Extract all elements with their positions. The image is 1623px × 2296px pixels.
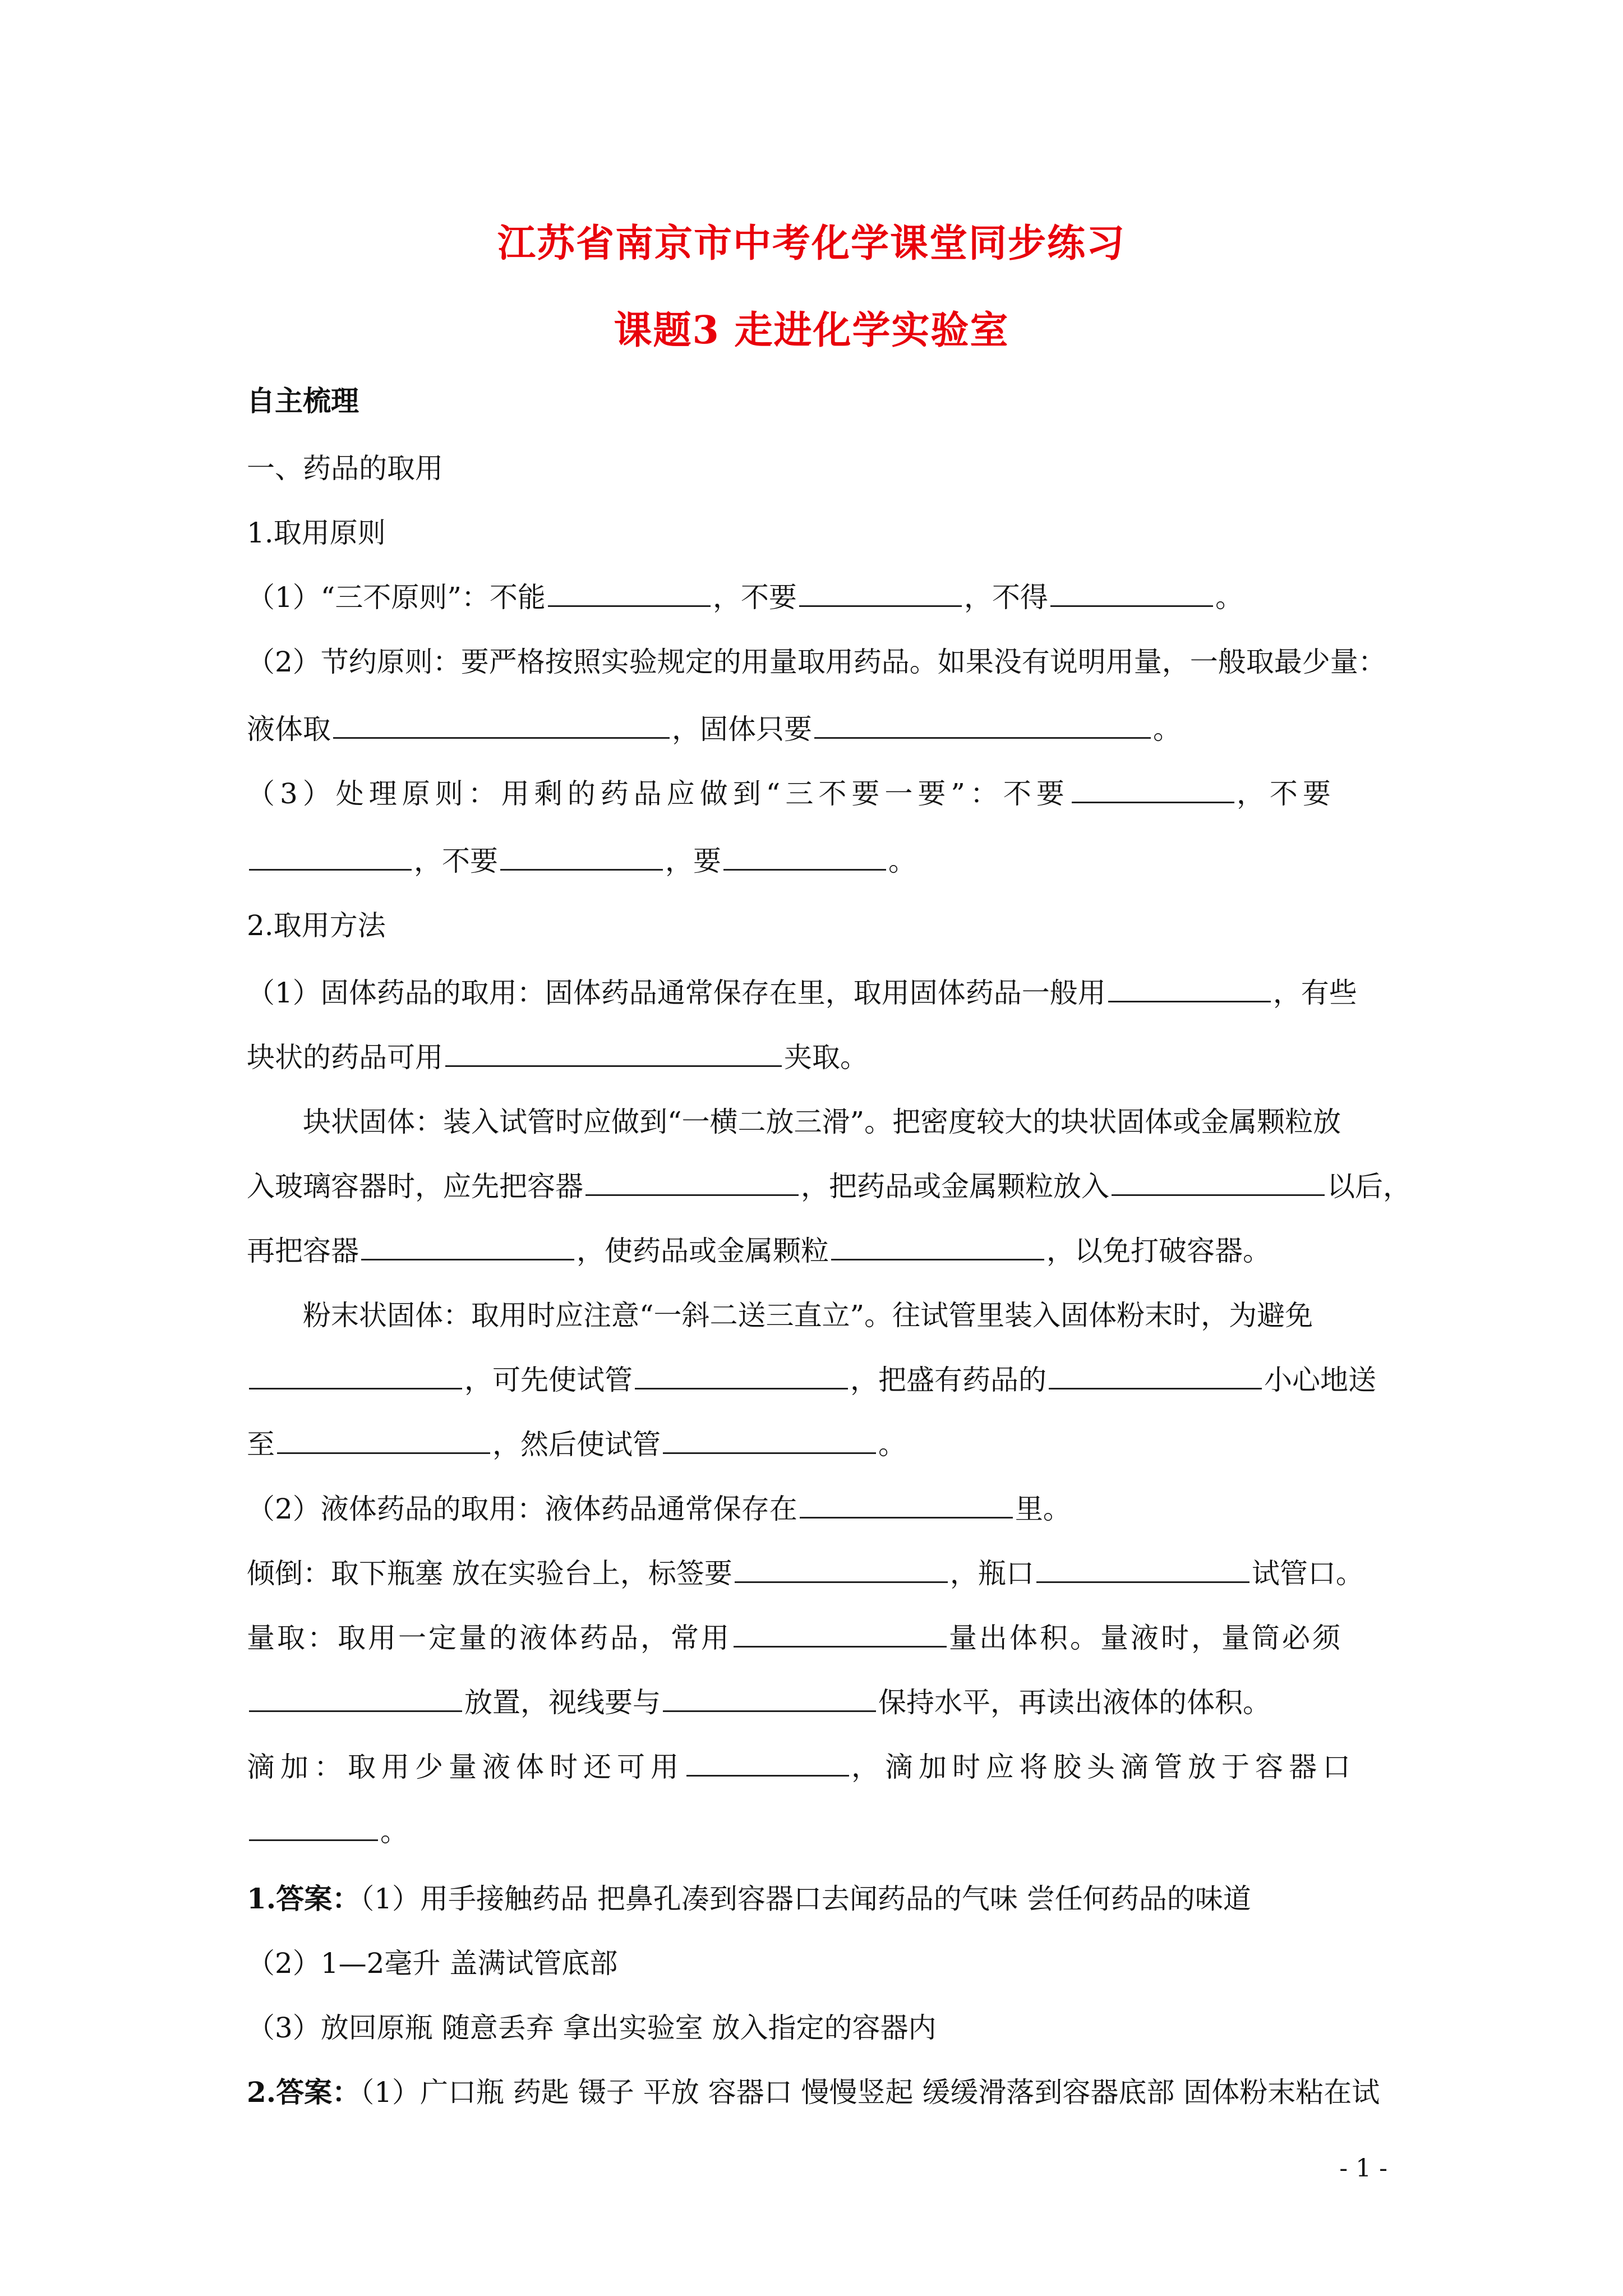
blank-field[interactable]: [735, 1556, 948, 1583]
blank-field[interactable]: [1112, 1168, 1325, 1196]
blank-field[interactable]: [734, 1620, 947, 1648]
blank-field[interactable]: [277, 1427, 490, 1454]
answer-2: 2.答案：（1）广口瓶 药匙 镊子 平放 容器口 慢慢竖起 缓缓滑落到容器底部 固体粉末粘在试: [247, 2076, 1380, 2109]
answer-1-part3: （3）放回原瓶 随意丢弃 拿出实验室 放入指定的容器内: [247, 2012, 937, 2044]
blank-field[interactable]: [799, 579, 962, 607]
part-heading: 一、药品的取用: [247, 452, 443, 485]
answer-1-part2: （2）1—2毫升 盖满试管底部: [247, 1947, 618, 1980]
blank-field[interactable]: [1049, 1362, 1262, 1389]
section-heading: 自主梳理: [247, 384, 359, 417]
answer-label: 1.答案：: [247, 1882, 361, 1915]
blank-field[interactable]: [1050, 579, 1213, 607]
blank-field[interactable]: [548, 579, 711, 607]
blank-field[interactable]: [814, 711, 1151, 739]
blank-field[interactable]: [1108, 975, 1271, 1002]
blank-field[interactable]: [249, 1362, 462, 1389]
paragraph-powder-cont: ，可先使试管 ，把盛有药品的 小心地送: [247, 1360, 1391, 1400]
blank-field[interactable]: [361, 1233, 574, 1260]
blank-field[interactable]: [500, 843, 663, 871]
blank-field[interactable]: [723, 843, 886, 871]
subheading-principles: 1.取用原则: [247, 517, 386, 549]
blank-field[interactable]: [249, 1685, 462, 1712]
blank-field[interactable]: [831, 1233, 1044, 1260]
paragraph-solid-cont: 块状的药品可用 夹取。: [247, 1038, 1391, 1077]
paragraph-solid: （1）固体药品的取用：固体药品通常保存在里，取用固体药品一般用 ，有些: [247, 973, 1391, 1013]
paragraph-dropping-cont: 。: [247, 1812, 1391, 1851]
paragraph-measuring-cont: 放置，视线要与 保持水平，再读出液体的体积。: [247, 1683, 1391, 1722]
paragraph-block-solid: 块状固体：装入试管时应做到“一横二放三滑”。把密度较大的块状固体或金属颗粒放: [303, 1106, 1341, 1138]
paragraph-dropping: 滴加：取用少量液体时还可用 ，滴加时应将胶头滴管放于容器口: [247, 1747, 1391, 1787]
paragraph-pouring: 倾倒：取下瓶塞 放在实验台上，标签要 ，瓶口 试管口。: [247, 1554, 1391, 1593]
blank-field[interactable]: [333, 711, 670, 739]
paragraph-powder: 粉末状固体：取用时应注意“一斜二送三直立”。往试管里装入固体粉末时，为避免: [303, 1299, 1313, 1332]
blank-field[interactable]: [249, 843, 412, 871]
blank-field[interactable]: [663, 1427, 876, 1454]
blank-field[interactable]: [1072, 776, 1234, 803]
paragraph-saving: （2）节约原则：要严格按照实验规定的用量取用药品。如果没有说明用量，一般取最少量：: [247, 646, 1386, 678]
paragraph-block-solid-cont: 入玻璃容器时，应先把容器 ，把药品或金属颗粒放入 以后，: [247, 1167, 1391, 1206]
paragraph-saving-cont: 液体取 ，固体只要 。: [247, 710, 1391, 749]
blank-field[interactable]: [445, 1039, 782, 1067]
blank-field[interactable]: [663, 1685, 876, 1712]
paragraph-liquid: （2）液体药品的取用：液体药品通常保存在 里。: [247, 1489, 1391, 1529]
answer-label: 2.答案：: [247, 2076, 361, 2109]
paragraph-measuring: 量取：取用一定量的液体药品，常用 量出体积。量液时，量筒必须: [247, 1618, 1391, 1658]
blank-field[interactable]: [800, 1491, 1013, 1519]
blank-field[interactable]: [686, 1749, 849, 1777]
paragraph-disposal: （3）处理原则：用剩的药品应做到“三不要一要”：不要 ，不要: [247, 774, 1391, 813]
document-subtitle: 课题3 走进化学实验室: [614, 308, 1009, 353]
paragraph-powder-end: 至 ，然后使试管 。: [247, 1425, 1391, 1464]
paragraph-block-solid-end: 再把容器 ，使药品或金属颗粒 ，以免打破容器。: [247, 1231, 1391, 1271]
subheading-methods: 2.取用方法: [247, 909, 386, 942]
blank-field[interactable]: [635, 1362, 848, 1389]
document-title: 江苏省南京市中考化学课堂同步练习: [497, 221, 1126, 266]
blank-field[interactable]: [585, 1168, 799, 1196]
blank-field[interactable]: [249, 1814, 378, 1841]
paragraph-disposal-cont: ，不要 ，要 。: [247, 841, 1391, 881]
answer-1: 1.答案：（1）用手接触药品 把鼻孔凑到容器口去闻药品的气味 尝任何药品的味道: [247, 1882, 1251, 1915]
paragraph-three-no: （1）“三不原则”：不能 ，不要 ，不得 。: [247, 578, 1391, 617]
page-number: - 1 -: [1339, 2154, 1387, 2183]
blank-field[interactable]: [1036, 1556, 1249, 1583]
